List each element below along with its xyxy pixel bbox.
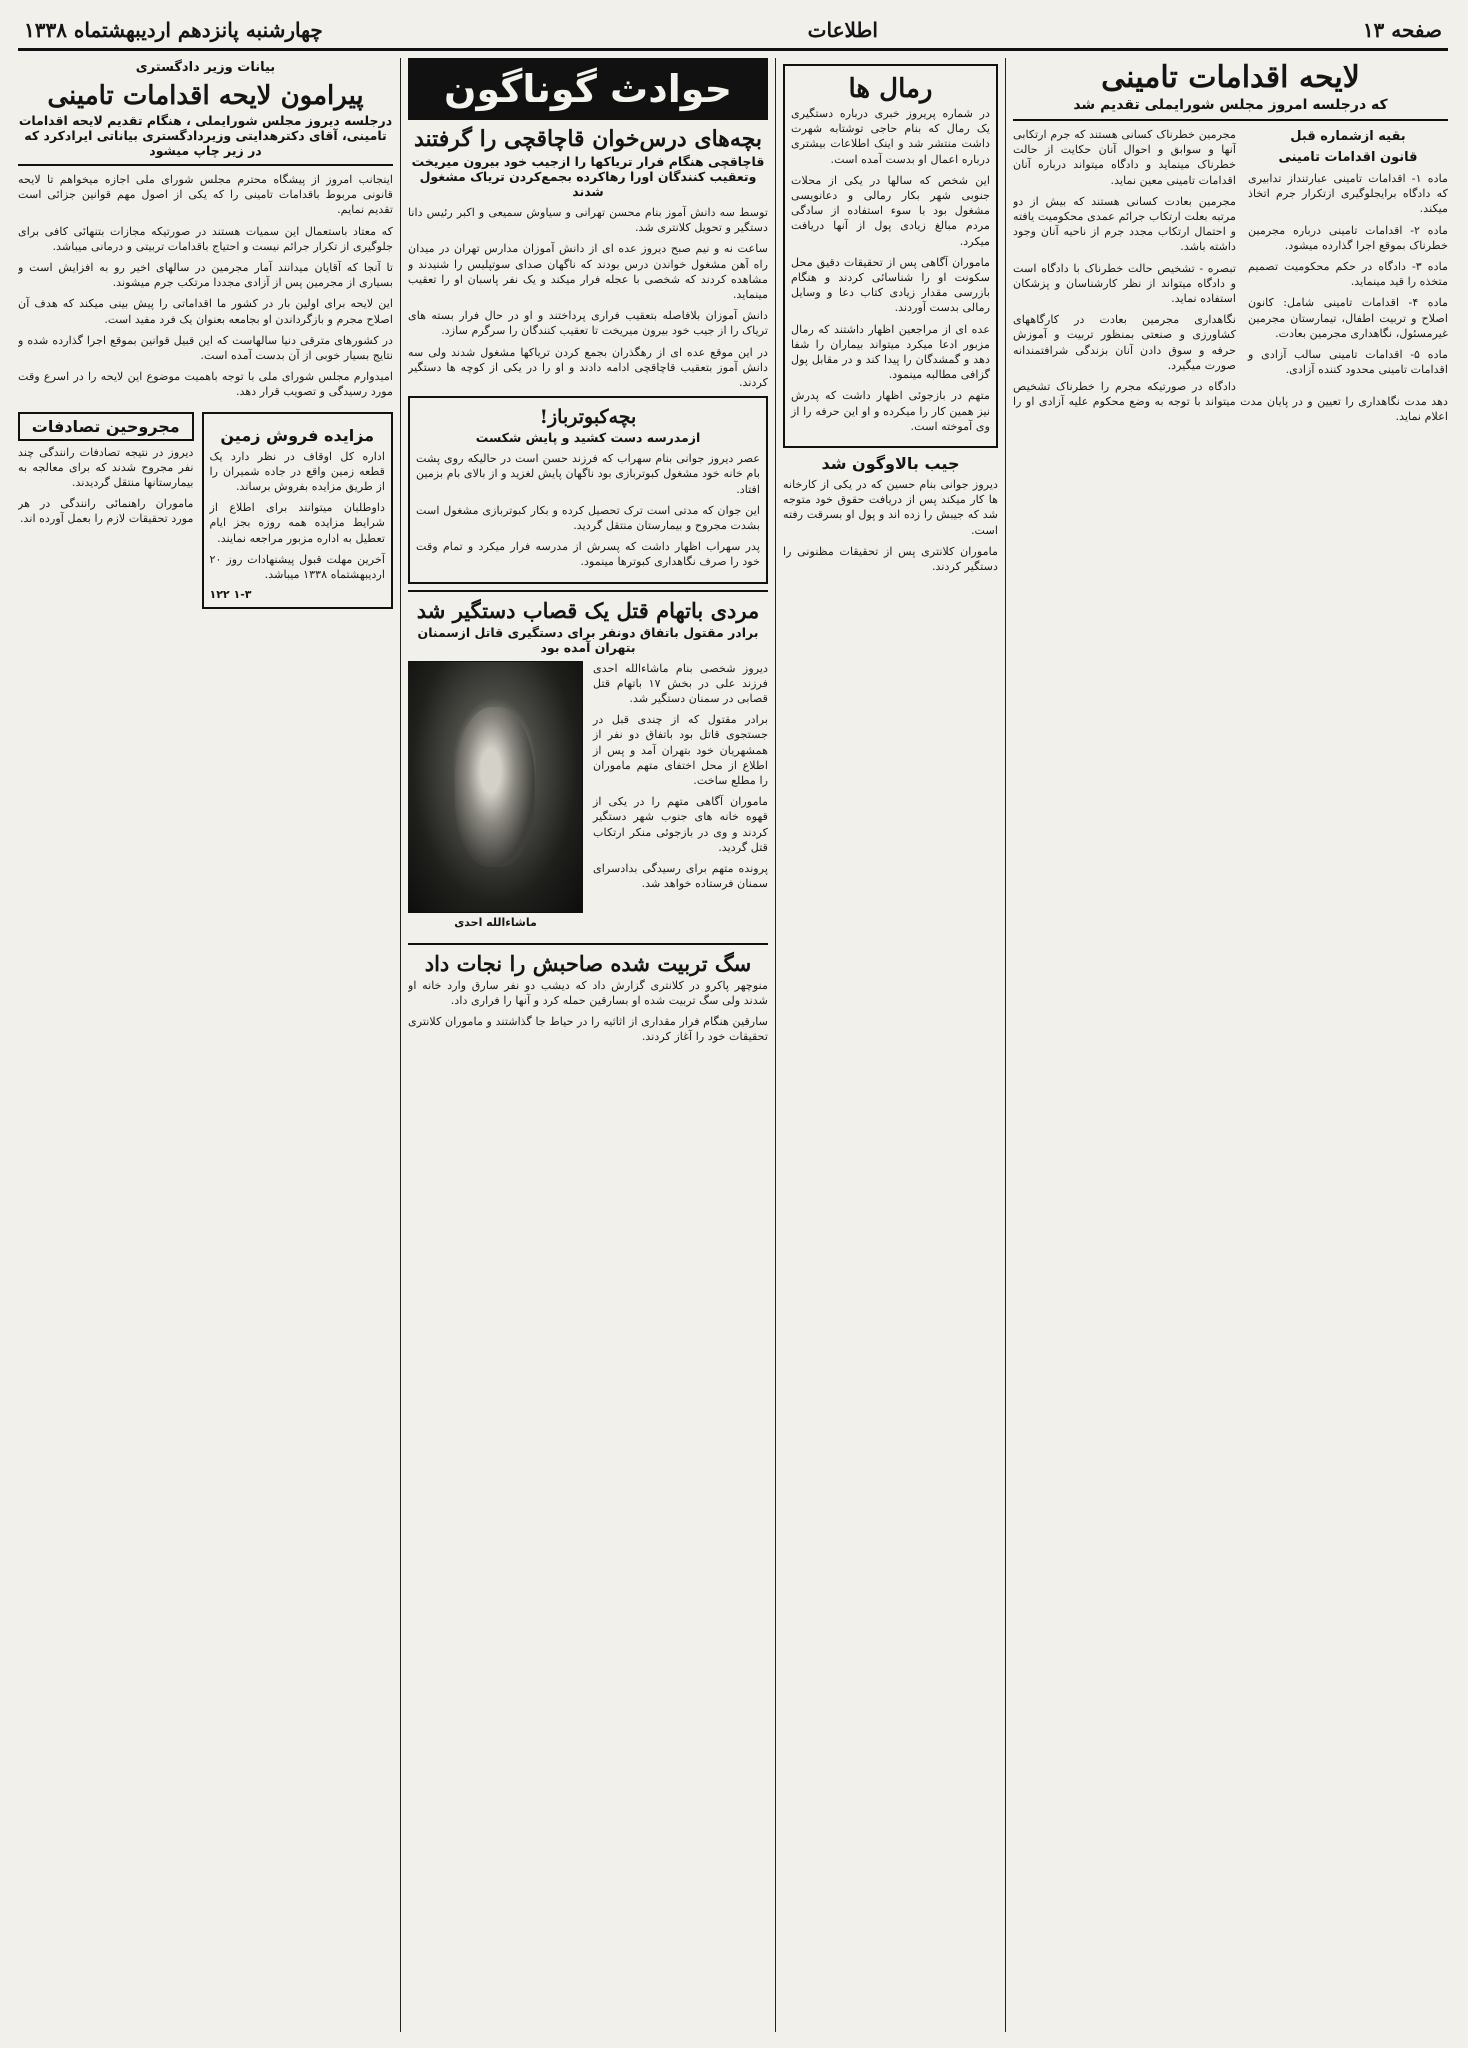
ad-code: ۱-۳ ۱۲۲ [209, 588, 252, 602]
column-fortune-tellers [783, 58, 998, 2032]
story-paragraph: دیروز در نتیجه تصادفات رانندگی چند نفر مجروح شدند که برای معالجه به بیمارستانها منتقل گردیدند. [18, 445, 194, 490]
story-paragraph: که معتاد باستعمال این سمیات هستند در صورتیکه مجازات بتنهائی کافی برای جلوگیری از تکرار جرائم نیست و احتیاج باقدامات تربیتی و درمانی میباشد. [18, 224, 393, 253]
pigeon-deck: ازمدرسه دست کشید و پایش شکست [475, 430, 701, 446]
bill-paragraph: دادگاه در صورتیکه مجرم را خطرناک تشخیص دهد مدت نگاهداری را تعیین و در پایان مدت میتواند با توجه به وضع محکوم علیه آزادی او را اعلام نماید. [1013, 380, 1448, 424]
article: ماده ۴- اقدامات تامینی شامل: کانون اصلاح و تربیت اطفال، تیمارستان مجرمین غیرمسئول، نگاهداری مجرمین بعادت. [1248, 296, 1448, 340]
bill-paragraph: نگاهداری مجرمین بعادت در کارگاههای کشاورزی و صنعتی بمنظور تربیت و آموزش حرفه و سوق دادن آنان بزندگی شرافتمندانه صورت میگیرد. [1013, 313, 1236, 372]
bill-paragraph: مجرمین بعادت کسانی هستند که بیش از دو مرتبه بعلت ارتکاب جرائم عمدی محکومیت یافته و احتمال ارتکاب مجدد جرم از ناحیه آنان وجود داشته باشد. [1013, 194, 1236, 254]
column-minister-remarks [18, 58, 393, 2032]
minister-deck: درجلسه دیروز مجلس شورایملی ، هنگام تقدیم لایحه اقدامات تامینی، آقای دکترهدایتی وزیردادگستری بیاناتی ایرادکرد که در زیر چاپ میشود [18, 113, 393, 158]
newspaper-page [18, 12, 1448, 2032]
suspect-photo [408, 661, 583, 913]
article: ماده ۳- دادگاه در حکم محکومیت تصمیم متخذه را قید مینماید. [1248, 260, 1448, 289]
page-number: صفحه ۱۳ [1362, 18, 1442, 42]
story-paragraph: این شخص که سالها در یکی از محلات جنوبی شهر بکار رمالی و دعانویسی مشغول بود با سوء استفاده از سادگی مردم مبالغ زیادی پول از آنها دریافت میکرد. [791, 173, 990, 248]
bill-articles [1248, 127, 1448, 383]
ad-paragraph: داوطلبان میتوانند برای اطلاع از شرایط مزایده همه روزه بجز ایام تعطیل به اداره مزبور مراجعه نمایند. [209, 501, 385, 545]
story-paragraph: پرونده متهم برای رسیدگی بدادسرای سمنان فرستاده خواهد شد. [593, 862, 768, 891]
story-paragraph: این لایحه برای اولین بار در کشور ما اقداماتی را پیش بینی میکند که هدف آن اصلاح مجرم و بازگرداندن او بجامعه بعنوان یک فرد مفید است. [18, 297, 393, 326]
bottom-ads [18, 406, 393, 616]
accident-injuries-story [18, 406, 194, 616]
story-paragraph: منوچهر پاکرو در کلانتری گزارش داد که دیشب دو نفر سارق وارد خانه او شدند ولی سگ تربیت شده او بسارقین حمله کرد و آنها را فراری داد. [408, 978, 768, 1007]
story-paragraph: دانش آموزان بلافاصله بتعقیب فراری پرداختند و او در حال فرار بسته های تریاک را از جیب خود بیرون میریخت تا تعقیب کنندگان را سرگرم سازد. [408, 309, 768, 338]
pigeon-headline: بچه‌کبوترباز! [539, 406, 637, 429]
column-rule [1005, 58, 1006, 2032]
murder-deck: برادر مقتول باتفاق دونفر برای دستگیری قاتل ازسمنان بتهران آمده بود [417, 624, 759, 655]
masthead [18, 12, 1448, 51]
story-paragraph: متهم در بازجوئی اظهار داشت که پدرش نیز همین کار را میکرده و او این حرفه را از وی آموخته است. [791, 389, 990, 433]
story-paragraph: توسط سه دانش آموز بنام محسن تهرانی و سیاوش سمیعی و اکبر رئیس دانا دستگیر و تحویل کلانتری شد. [408, 206, 768, 235]
smuggler-headline: بچه‌های درس‌خوان قاچاقچی را گرفتند [413, 126, 763, 152]
section-head: قانون اقدامات تامینی [1278, 150, 1418, 165]
continued-label: بقیه ازشماره قبل [1290, 129, 1406, 144]
story-paragraph: این جوان که مدتی است ترک تحصیل کرده و بکار کبوتربازی مشغول است بشدت مجروح و بیمارستان منتقل گردید. [416, 503, 760, 533]
story-paragraph: برادر مقتول که از چندی قبل در جستجوی قاتل بود باتفاق دو نفر از همشهریان خود بتهران آمد و پس از اطلاع از محل اختفای متهم ماموران را مطلع ساخت. [593, 713, 768, 788]
story-paragraph: در این موقع عده ای از رهگذران بجمع کردن تریاکها مشغول شدند ولی سه دانش آموز بتعقیب قاچاقچی ادامه دادند و او را در یکی از کوچه ها دستگیر کردند. [408, 345, 768, 390]
various-events-banner: حوادث گوناگون [408, 58, 768, 120]
bill-title: لایحه اقدامات تامینی [1101, 60, 1360, 95]
column-various-events [408, 58, 768, 2032]
divider [408, 590, 768, 592]
story-paragraph: دیروز شخصی بنام ماشاءالله احدی فرزند علی در بخش ۱۷ باتهام قتل قصابی در سمنان دستگیر شد. [593, 661, 768, 706]
fortune-tellers-title: رمال ها [848, 74, 933, 104]
story-paragraph: پدر سهراب اظهار داشت که پسرش از مدرسه فرار میکرد و تمام وقت خود را صرف نگاهداری کبوترها مینمود. [416, 540, 760, 569]
divider [18, 164, 393, 166]
suspect-face [454, 707, 535, 867]
minister-headline: پیرامون لایحه اقدامات تامینی [47, 81, 364, 111]
issue-date: چهارشنبه پانزدهم اردیبهشتماه ۱۳۳۸ [24, 18, 323, 42]
pickpocket-title: جیب بالاوگون شد [821, 454, 960, 474]
story-paragraph: در شماره پریروز خبری درباره دستگیری یک رمال که بنام حاجی توشتابه شهرت داشت منتشر شد و اینک اطلاعات بیشتری درباره اعمال او بدست آمده است. [791, 107, 990, 166]
story-paragraph: اینجانب امروز از پیشگاه محترم مجلس شورای ملی اجازه میخواهم تا لایحه قانونی مربوط باقدامات تامینی را که یکی از اصول مهم قوانین جزائی است تقدیم نمایم. [18, 173, 393, 217]
column-rule [775, 58, 776, 2032]
bill-subtitle: که درجلسه امروز مجلس شورایملی تقدیم شد [1073, 97, 1388, 113]
photo-caption: ماشاءالله احدی [454, 915, 537, 929]
ad-paragraph: آخرین مهلت قبول پیشنهادات روز ۲۰ اردیبهشتماه ۱۳۳۸ میباشد. [209, 552, 385, 582]
minister-label: بیانات وزیر دادگستری [135, 60, 276, 75]
story-paragraph: ماموران آگاهی پس از تحقیقات دقیق محل سکونت او را شناسائی کردند و هنگام بازرسی مقدار زیادی کتاب دعا و وسایل رمالی بدست آوردند. [791, 255, 990, 315]
fortune-tellers-box [783, 64, 998, 448]
column-rule [400, 58, 401, 2032]
article: ماده ۱- اقدامات تامینی عبارتنداز تدابیری که دادگاه برایجلوگیری ازتکرار جرم اتخاذ میکند. [1248, 172, 1448, 216]
story-paragraph: عده ای از مراجعین اظهار داشتند که رمال مزبور ادعا میکرد میتواند بیماران را شفا دهد و گمشدگان را پیدا کند و در مقابل پول گزافی مطالبه مینمود. [791, 322, 990, 382]
article: ماده ۲- اقدامات تامینی درباره مجرمین خطرناک بموقع اجرا گذارده میشود. [1248, 223, 1448, 252]
story-paragraph: در کشورهای مترقی دنیا سالهاست که این قبیل قوانین بموقع اجرا گذارده شده و نتایج بسیار خوبی از آن بدست آمده است. [18, 333, 393, 363]
article: ماده ۵- اقدامات تامینی سالب آزادی و اقدامات تامینی محدود کننده آزادی. [1248, 348, 1448, 377]
paper-name: اطلاعات [807, 18, 878, 42]
photo-block [408, 661, 583, 937]
column-security-bill [1013, 58, 1448, 2032]
murder-headline: مردی باتهام قتل یک قصاب دستگیر شد [416, 597, 760, 623]
story-paragraph: ماموران راهنمائی رانندگی در هر مورد تحقیقات لازم را بعمل آورده اند. [18, 497, 194, 526]
story-paragraph: امیدوارم مجلس شورای ملی با توجه باهمیت موضوع این لایحه را در اسرع وقت مورد رسیدگی و تصویب قرار دهد. [18, 370, 393, 399]
story-paragraph: عصر دیروز جوانی بنام سهراب که فرزند حسن است در حالیکه روی پشت بام خانه خود مشغول کبوتربازی بود ناگهان پایش لغزید و از بالای بام بزمین افتاد. [416, 452, 760, 496]
story-paragraph: ماموران آگاهی متهم را در یکی از قهوه خانه های جنوب شهر دستگیر کردند و وی در بازجوئی منکر ارتکاب قتل گردید. [593, 795, 768, 854]
smuggler-deck: قاچاقچی هنگام فرار تریاکها را ازجیب خود بیرون میریخت وتعقیب کنندگان اورا رهاکرده بجمع‌کردن تریاک مشغول شدند [411, 154, 765, 199]
divider [1013, 119, 1448, 121]
divider [408, 943, 768, 945]
bill-paragraph: تبصره - تشخیص حالت خطرناک با دادگاه است و دادگاه میتواند از نظر کارشناسان و پزشکان استفاده نماید. [1013, 261, 1236, 306]
story-paragraph: ساعت نه و نیم صبح دیروز عده ای از دانش آموزان مدارس تهران در میدان راه آهن مشغول خواندن درس بودند که ناگهان صدای سوتپلیس را شنیدند و مشاهده کردند که شخصی با عجله فرار میکند و یک نفر پاسبان او را تعقیب مینماید. [408, 242, 768, 302]
story-paragraph: دیروز جوانی بنام حسین که در یکی از کارخانه ها کار میکند پس از دریافت حقوق خود متوجه شد که جیبش را زده اند و پول او بسرقت رفته است. [783, 478, 998, 537]
story-paragraph: سارقین هنگام فرار مقداری از اثاثیه را در حیاط جا گذاشتند و ماموران کلانتری تحقیقات خود را آغاز کردند. [408, 1015, 768, 1044]
story-paragraph: ماموران کلانتری پس از تحقیقات مظنونی را دستگیر کردند. [783, 544, 998, 574]
ad-paragraph: اداره کل اوقاف در نظر دارد یک قطعه زمین واقع در جاده شمیران را از طریق مزایده بفروش برساند. [209, 449, 385, 494]
accident-title: مجروحین تصادفات [18, 412, 194, 441]
bill-paragraph: مجرمین خطرناک کسانی هستند که جرم ارتکابی آنها و سوابق و احوال آنان حکایت از حالت خطرناک مینماید و دادگاه میتواند درباره آنان اقدامات تامینی معین نماید. [1013, 128, 1236, 187]
pigeon-story-box [408, 396, 768, 583]
dog-headline: سگ تربیت شده صاحبش را نجات داد [424, 950, 752, 976]
land-auction-ad [202, 412, 394, 610]
story-paragraph: تا آنجا که آقایان میدانند آمار مجرمین در سالهای اخیر رو به افزایش است و بسیاری از مجرمین پس از آزادی مجددا مرتکب جرم میشوند. [18, 261, 393, 290]
columns [18, 58, 1448, 2032]
land-auction-title: مزایده فروش زمین [220, 425, 375, 445]
